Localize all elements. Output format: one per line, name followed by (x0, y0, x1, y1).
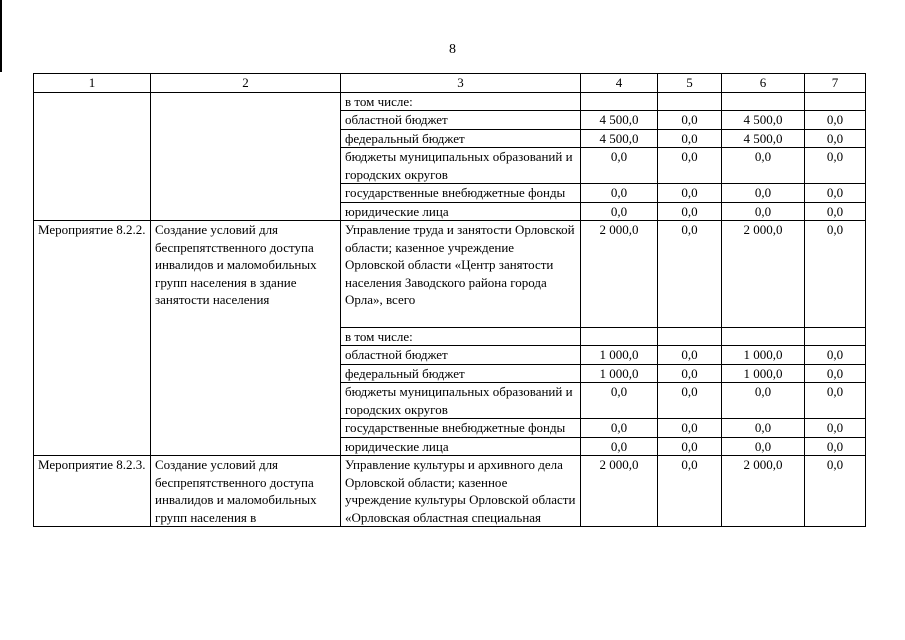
value-col-4: 1 000,0 (581, 346, 658, 365)
header-col-4: 4 (581, 74, 658, 93)
row-label: Управление культуры и архивного дела Орловской области; казенное учреждение культуры Орловской области «Орловская областная специальная (341, 456, 581, 527)
value-col-7: 0,0 (805, 202, 866, 221)
value-col-6: 0,0 (722, 437, 805, 456)
page-edge-line (0, 0, 2, 72)
value-col-5 (658, 92, 722, 111)
value-col-4: 4 500,0 (581, 111, 658, 130)
value-col-7: 0,0 (805, 419, 866, 438)
value-col-4: 0,0 (581, 383, 658, 419)
value-col-6: 4 500,0 (722, 111, 805, 130)
value-col-7: 0,0 (805, 364, 866, 383)
row-label: в том числе: (341, 327, 581, 346)
value-col-6: 2 000,0 (722, 456, 805, 527)
cont-name-cell (151, 92, 341, 221)
page-number: 8 (449, 42, 456, 57)
value-col-4: 0,0 (581, 184, 658, 203)
value-col-6: 2 000,0 (722, 221, 805, 328)
value-col-5: 0,0 (658, 221, 722, 328)
row-label: бюджеты муниципальных образований и городских округов (341, 148, 581, 184)
row-label: бюджеты муниципальных образований и городских округов (341, 383, 581, 419)
value-col-5: 0,0 (658, 437, 722, 456)
value-col-6: 4 500,0 (722, 129, 805, 148)
table-row (34, 92, 866, 111)
budget-table (33, 73, 866, 527)
value-col-5: 0,0 (658, 346, 722, 365)
value-col-5: 0,0 (658, 202, 722, 221)
header-col-7: 7 (805, 74, 866, 93)
value-col-4: 2 000,0 (581, 221, 658, 328)
value-col-7: 0,0 (805, 383, 866, 419)
table-row (34, 221, 866, 328)
value-col-5: 0,0 (658, 129, 722, 148)
value-col-7: 0,0 (805, 346, 866, 365)
value-col-4: 0,0 (581, 437, 658, 456)
value-col-6: 0,0 (722, 419, 805, 438)
value-col-7: 0,0 (805, 129, 866, 148)
row-label: юридические лица (341, 437, 581, 456)
measure-code: Мероприятие 8.2.2. (34, 221, 151, 456)
value-col-5: 0,0 (658, 148, 722, 184)
row-label: в том числе: (341, 92, 581, 111)
header-col-5: 5 (658, 74, 722, 93)
value-col-6: 0,0 (722, 184, 805, 203)
value-col-5 (658, 327, 722, 346)
row-label: федеральный бюджет (341, 364, 581, 383)
header-col-2: 2 (151, 74, 341, 93)
measure-code: Мероприятие 8.2.3. (34, 456, 151, 527)
value-col-7 (805, 92, 866, 111)
value-col-4: 0,0 (581, 419, 658, 438)
row-label: государственные внебюджетные фонды (341, 419, 581, 438)
value-col-7: 0,0 (805, 184, 866, 203)
header-col-1: 1 (34, 74, 151, 93)
value-col-4: 4 500,0 (581, 129, 658, 148)
value-col-5: 0,0 (658, 419, 722, 438)
value-col-4: 2 000,0 (581, 456, 658, 527)
value-col-7 (805, 327, 866, 346)
value-col-5: 0,0 (658, 383, 722, 419)
value-col-6: 0,0 (722, 202, 805, 221)
value-col-7: 0,0 (805, 437, 866, 456)
header-col-6: 6 (722, 74, 805, 93)
value-col-6 (722, 327, 805, 346)
header-row (34, 74, 866, 93)
value-col-4: 0,0 (581, 202, 658, 221)
value-col-5: 0,0 (658, 456, 722, 527)
row-label: Управление труда и занятости Орловской области; казенное учреждение Орловской области «Центр занятости населения Заводского района города Орла», всего (341, 221, 581, 328)
value-col-5: 0,0 (658, 184, 722, 203)
value-col-7: 0,0 (805, 221, 866, 328)
row-label: юридические лица (341, 202, 581, 221)
value-col-7: 0,0 (805, 111, 866, 130)
row-label: областной бюджет (341, 346, 581, 365)
measure-name: Создание условий для беспрепятственного доступа инвалидов и маломобильных групп населения в здание занятости населения (151, 221, 341, 456)
row-label: государственные внебюджетные фонды (341, 184, 581, 203)
value-col-7: 0,0 (805, 148, 866, 184)
row-label: федеральный бюджет (341, 129, 581, 148)
header-col-3: 3 (341, 74, 581, 93)
value-col-4: 1 000,0 (581, 364, 658, 383)
value-col-4: 0,0 (581, 148, 658, 184)
cont-code-cell (34, 92, 151, 221)
value-col-5: 0,0 (658, 111, 722, 130)
value-col-5: 0,0 (658, 364, 722, 383)
value-col-4 (581, 327, 658, 346)
value-col-6: 1 000,0 (722, 364, 805, 383)
measure-name: Создание условий для беспрепятственного доступа инвалидов и маломобильных групп населения в (151, 456, 341, 527)
value-col-6: 0,0 (722, 383, 805, 419)
value-col-4 (581, 92, 658, 111)
value-col-6: 1 000,0 (722, 346, 805, 365)
value-col-6: 0,0 (722, 148, 805, 184)
table-row (34, 456, 866, 527)
value-col-6 (722, 92, 805, 111)
row-label: областной бюджет (341, 111, 581, 130)
value-col-7: 0,0 (805, 456, 866, 527)
